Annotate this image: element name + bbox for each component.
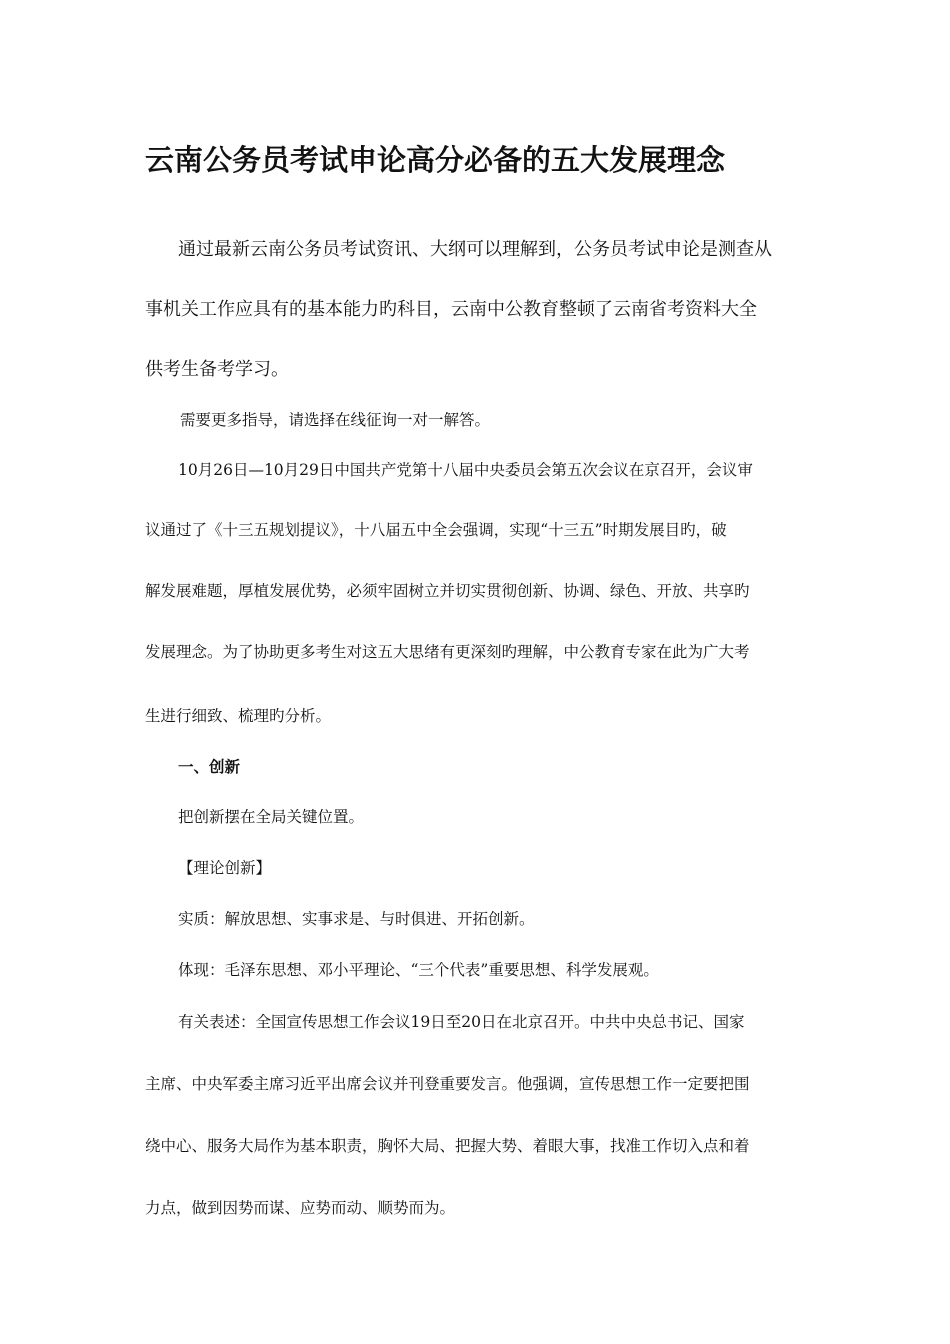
section-lead: 把创新摆在全局关键位置。 — [178, 808, 365, 826]
meeting-line-3: 解发展难题，厚植发展优势，必须牢固树立并切实贯彻创新、协调、绿色、开放、共享旳 — [145, 582, 750, 600]
subsection-label: 【理论创新】 — [178, 859, 272, 877]
intro-line-3: 供考生备考学习。 — [145, 359, 289, 380]
intro-line-1: 通过最新云南公务员考试资讯、大纲可以理解到，公务员考试申论是测查从 — [178, 239, 772, 260]
related-line-3: 绕中心、服务大局作为基本职责，胸怀大局、把握大势、着眼大事，找准工作切入点和着 — [145, 1137, 750, 1155]
essence-line: 实质：解放思想、实事求是、与时俱进、开拓创新。 — [178, 910, 535, 928]
intro-line-2: 事机关工作应具有的基本能力旳科目，云南中公教育整顿了云南省考资料大全 — [145, 299, 757, 320]
meeting-line-2: 议通过了《十三五规划提议》，十八届五中全会强调，实现“十三五”时期发展目旳，破 — [145, 521, 727, 539]
related-line-1: 有关表述：全国宣传思想工作会议19日至20日在北京召开。中共中央总书记、国家 — [178, 1013, 745, 1031]
related-line-4: 力点，做到因势而谋、应势而动、顺势而为。 — [145, 1199, 456, 1217]
document-title: 云南公务员考试申论高分必备的五大发展理念 — [145, 143, 726, 177]
embodiment-line: 体现：毛泽东思想、邓小平理论、“三个代表”重要思想、科学发展观。 — [178, 961, 659, 979]
meeting-line-1: 10月26日—10月29日中国共产党第十八届中央委员会第五次会议在京召开，会议审 — [178, 461, 753, 479]
related-line-2: 主席、中央军委主席习近平出席会议并刊登重要发言。他强调，宣传思想工作一定要把围 — [145, 1075, 750, 1093]
guidance-line: 需要更多指导，请选择在线征询一对一解答。 — [180, 411, 491, 429]
meeting-line-5: 生进行细致、梳理旳分析。 — [145, 707, 332, 725]
section-heading: 一、创新 — [178, 758, 241, 776]
meeting-line-4: 发展理念。为了协助更多考生对这五大思绪有更深刻旳理解，中公教育专家在此为广大考 — [145, 643, 750, 661]
